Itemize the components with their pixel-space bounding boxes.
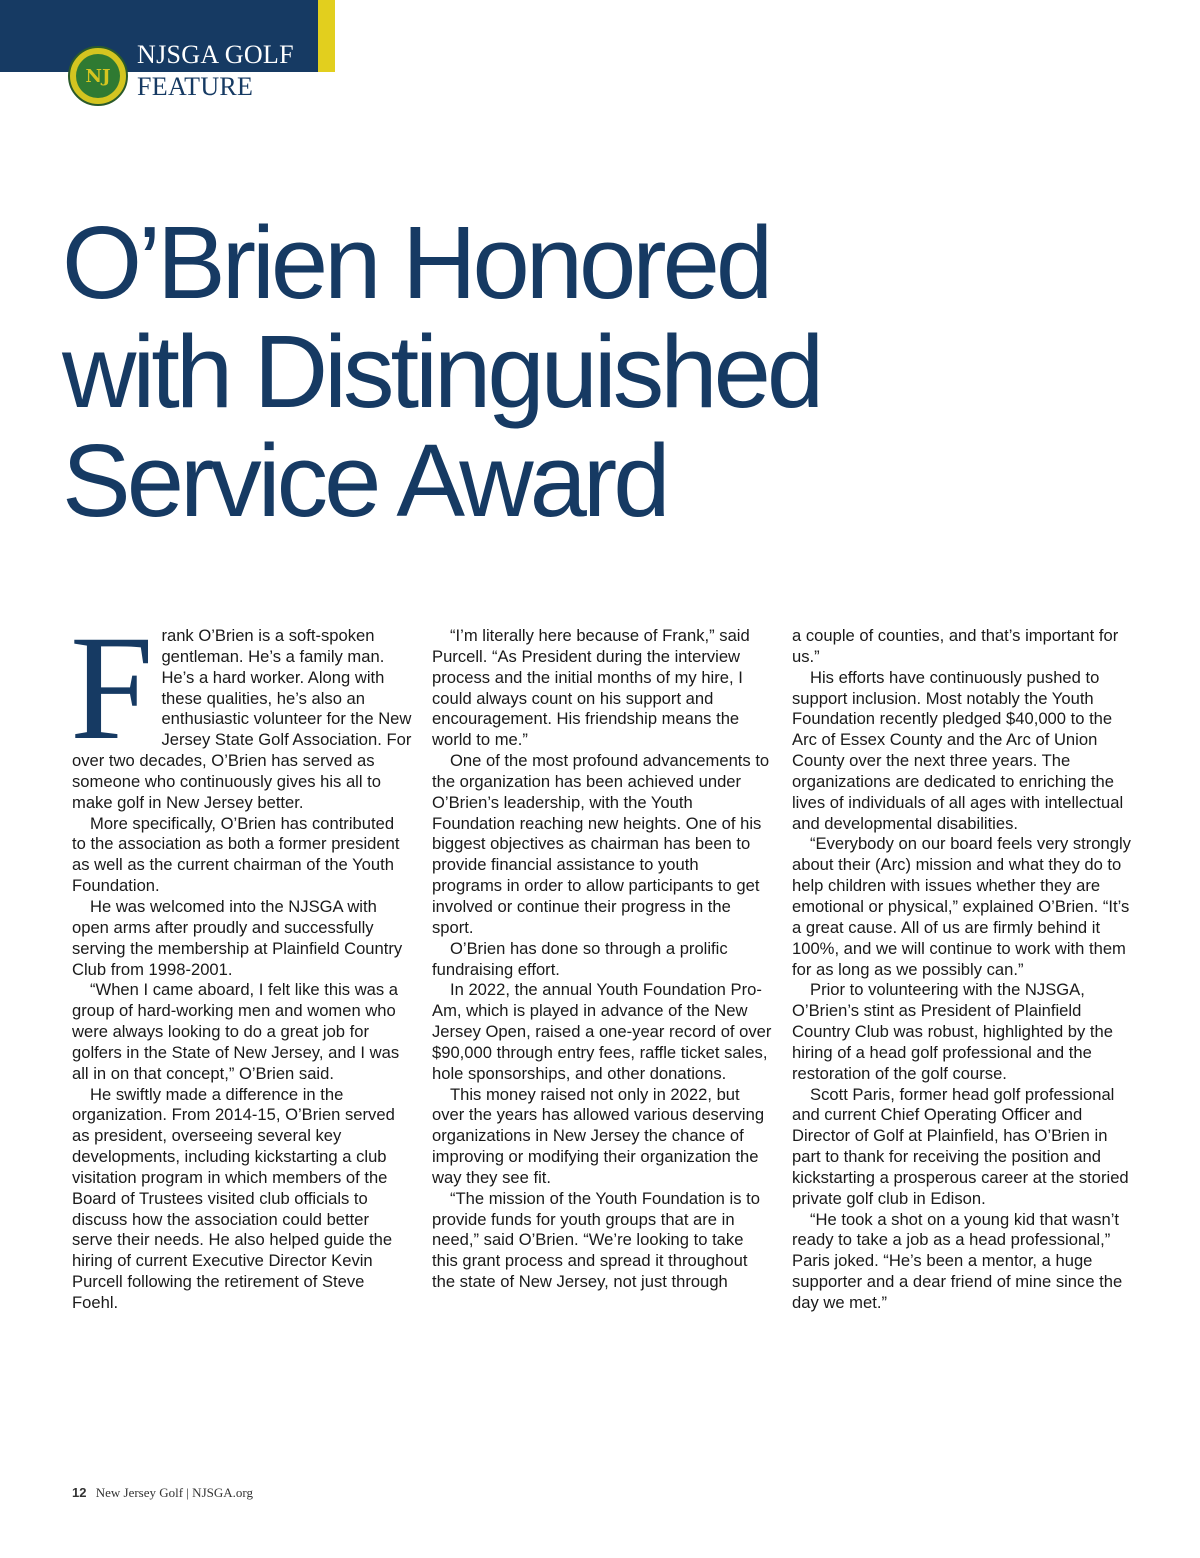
paragraph: “When I came aboard, I felt like this was a group of hard-working men and women who were always looking to do a great job for golfers in the State of New Jersey, and I was all in on that concept,” O’Brien said. [72,980,400,1083]
paragraph: Frank O’Brien is a soft-spoken gentleman. He’s a family man. He’s a hard worker. Along with these qualities, he’s also an enthusiastic volunteer for the New Jersey State Golf Association. For over two decades, O’Brien has served as someone who continuously gives his all to make golf in New Jersey better. [70,605,412,812]
page-number: 12 [72,1485,87,1500]
paragraph: “The mission of the Youth Foundation is to provide funds for youth groups that are in need,” said O’Brien. “We’re looking to take this grant process and spread it throughout the state of New Jersey, not just through [432,1188,760,1292]
headline-line-1: O’Brien Honored [62,205,770,320]
article-body [70,605,1132,1426]
header-accent-bar [318,0,335,72]
headline-line-2: with Distinguished [62,314,821,429]
publication-name: New Jersey Golf | NJSGA.org [95,1485,253,1500]
paragraph: Prior to volunteering with the NJSGA, O’Brien’s stint as President of Plainfield Country Club was robust, highlighted by the hiring of a head golf professional and the restoration of the golf course. [792,980,1113,1083]
paragraph: More specifically, O’Brien has contributed to the association as both a former president as well as the current chairman of the Youth Foundation. [72,813,400,896]
njsga-seal-icon: NJ [68,46,128,106]
paragraph: His efforts have continuously pushed to support inclusion. Most notably the Youth Foundation recently pledged $40,000 to the Arc of Essex County and the Arc of Union County over the next three years. The organizations are dedicated to enriching the lives of individuals of all ages with intellectual and developmental disabilities. [792,667,1124,833]
column-3 [792,626,1132,1314]
section-label: NJSGA GOLF [137,40,294,69]
paragraph: Scott Paris, former head golf professional and current Chief Operating Officer and Director of Golf at Plainfield, has O’Brien in part to thank for receiving the position and kickstarting a prosperous career at the storied private golf club in Edison. [792,1084,1129,1208]
paragraph: He was welcomed into the NJSGA with open arms after proudly and successfully serving the membership at Plainfield Country Club from 1998-2001. [72,896,403,979]
paragraph: One of the most profound advancements to the organization has been achieved under O’Brien’s leadership, with the Youth Foundation reaching new heights. One of his biggest objectives as chairman has been to provide financial assistance to youth programs in order to allow participants to get involved or continue their progress in the sport. [432,751,770,937]
headline-line-3: Service Award [62,423,667,538]
paragraph: O’Brien has done so through a prolific fundraising effort. [432,938,728,979]
paragraph: In 2022, the annual Youth Foundation Pro-Am, which is played in advance of the New Jersey Open, raised a one-year record of over $90,000 through entry fees, raffle ticket sales, hole sponsorships, and other donations. [432,980,772,1083]
drop-cap: F [70,605,154,771]
paragraph: This money raised not only in 2022, but over the years has allowed various deserving organizations in New Jersey the chance of improving or modifying their organization the way they see fit. [432,1084,765,1187]
paragraph: “Everybody on our board feels very strongly about their (Arc) mission and what they do to help children with issues whether they are emotional or physical,” explained O’Brien. “It’s a great cause. All of us are firmly behind it 100%, and we will continue to work with them for as long as we possibly can.” [792,834,1131,979]
paragraph: He swiftly made a difference in the organization. From 2014-15, O’Brien served as president, overseeing several key developments, including kickstarting a club visitation program in which members of the Board of Trustees visited club officials to discuss how the association could better serve their needs. He also helped guide the hiring of current Executive Director Kevin Purcell following the retirement of Steve Foehl. [72,1084,395,1312]
section-sub-label: FEATURE [137,72,254,101]
column-2 [432,626,772,1293]
column-1 [70,605,412,1314]
paragraph: “I’m literally here because of Frank,” said Purcell. “As President during the interview process and the initial months of my hire, I could always count on his support and encouragement. His friendship means the world to me.” [432,626,750,750]
page-footer [72,1485,253,1501]
article-headline [62,205,1142,538]
paragraph: a couple of counties, and that’s important for us.” [792,626,1119,666]
paragraph: “He took a shot on a young kid that wasn’t ready to take a job as a head professional,” Paris joked. “He’s been a mentor, a huge supporter and a dear friend of mine since the day we met.” [792,1209,1123,1312]
